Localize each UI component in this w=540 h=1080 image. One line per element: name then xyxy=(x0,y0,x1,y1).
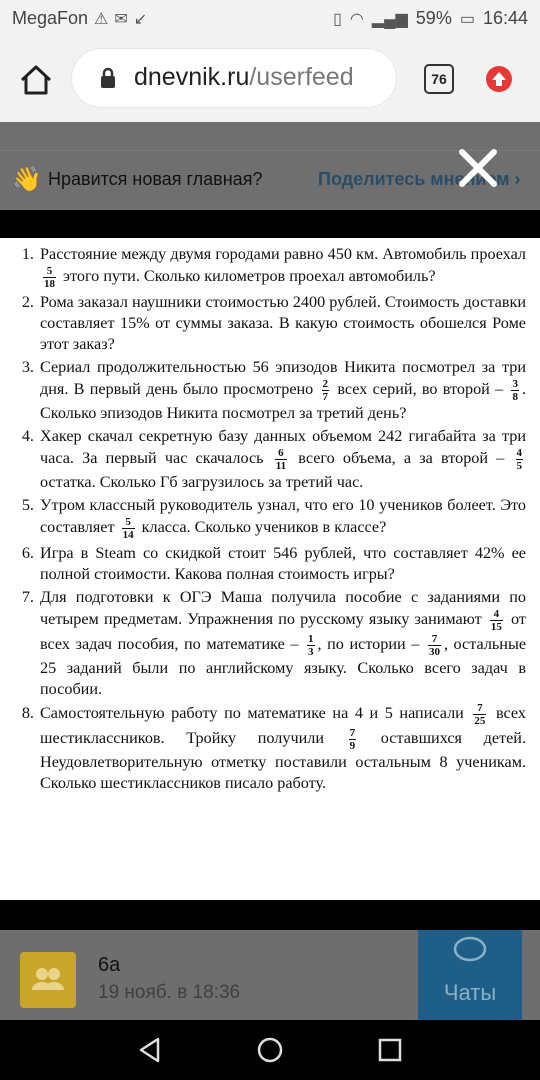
system-nav-bar xyxy=(0,1020,540,1080)
clock: 16:44 xyxy=(482,8,528,28)
fraction: $\frac{5}{18}$ xyxy=(44,265,55,290)
home-nav-icon[interactable] xyxy=(256,1036,284,1064)
task-sheet-image xyxy=(0,238,540,900)
browser-toolbar xyxy=(0,36,540,122)
mail-icon: ✉ xyxy=(114,10,128,28)
signal-icon: ▂▄▆ xyxy=(371,10,408,28)
fraction: $\frac{7}{25}$ xyxy=(474,702,486,727)
feed-time: 19 нояб. в 18:36 xyxy=(98,982,241,1003)
fraction: $\frac{2}{7}$ xyxy=(322,378,329,403)
lightbox-backdrop-bottom xyxy=(0,900,540,930)
task-item: 2. Рома заказал наушники стоимостью 2400 рублей. Стоимость доставки составляет 15% от суммы заказа. В какую стоимость обошелся Роме этот заказ? xyxy=(38,292,526,355)
fraction: $\frac{6}{11}$ xyxy=(275,447,287,472)
task-item: 3. Сериал продолжительностью 56 эпизодов Никита посмотрел за три дня. В первый день было просмотрено $\frac{2}{7}$ всех серий, во второй – $\frac{3}{8}$ . Сколько эпизодов Никита посмотрел за третий день? xyxy=(38,357,526,424)
recents-icon[interactable] xyxy=(376,1036,404,1064)
feed-title: 6а xyxy=(98,954,121,976)
fraction: $\frac{4}{5}$ xyxy=(516,447,522,472)
lock-icon xyxy=(100,67,116,89)
tab-count-button[interactable]: 76 xyxy=(424,64,454,94)
wifi-icon: ◠ xyxy=(349,10,364,28)
fraction: $\frac{1}{3}$ xyxy=(308,633,314,658)
fraction: $\frac{5}{14}$ xyxy=(122,516,134,541)
fraction: $\frac{7}{9}$ xyxy=(349,727,356,752)
url-text xyxy=(134,63,354,92)
upload-icon[interactable] xyxy=(486,66,512,92)
chats-label: Чаты xyxy=(443,980,497,1005)
vibrate-icon: ▯ xyxy=(333,10,342,28)
carrier-name: MegaFon xyxy=(12,8,89,28)
warning-icon: ⚠ xyxy=(94,10,109,28)
task-item: 5. Утром классный руководитель узнал, что его 10 учеников болеет. Это составляет $\frac{5}{14}$ класса. Сколько учеников в классе? xyxy=(38,495,526,541)
chats-button[interactable] xyxy=(418,930,522,1020)
task-item: 6. Игра в Steam со скидкой стоит 546 рублей, что составляет 42% ее полной стоимости. Какова полная стоимость игры? xyxy=(38,543,526,585)
battery-icon: ▭ xyxy=(459,10,475,28)
chat-bubble-icon xyxy=(452,936,488,964)
waving-hand-icon: 👋 xyxy=(12,166,42,193)
url-domain: dnevnik.ru xyxy=(134,63,250,91)
address-bar[interactable] xyxy=(72,49,396,107)
close-icon[interactable] xyxy=(456,146,500,190)
group-icon xyxy=(20,952,76,1008)
task-item: 4. Хакер скачал секретную базу данных объемом 242 гигабайта за три часа. За первый час скачалось $\frac{6}{11}$ всего объема, а за второй – $\frac{4}{5}$ остатка. Сколько Гб загрузилось за третий час. xyxy=(38,426,526,493)
task-item: 8. Самостоятельную работу по математике на 4 и 5 написали $\frac{7}{25}$ всех шестиклассников. Тройку получили $\frac{7}{9}$ оставшихся детей. Неудовлетворительную отметку поставили остальным 8 ученикам. Сколько шестиклассников писало работу. xyxy=(38,702,526,794)
status-bar xyxy=(0,0,540,36)
feed-item[interactable] xyxy=(0,930,540,1020)
back-icon[interactable] xyxy=(136,1036,164,1064)
url-path: /userfeed xyxy=(249,63,354,91)
group-avatar xyxy=(20,952,76,1008)
task-item: 7. Для подготовки к ОГЭ Маша получила пособие с заданиями по четырем предметам. Упражнения по русскому языку занимают $\frac{4}{15}$ от всех задач пособия, по математике – $\frac{1}{3}$ , по истории – $\frac{7}{30}$ , остальные 25 заданий были по английскому языку. Сколько всего задач в пособии. xyxy=(38,587,526,700)
fraction: $\frac{3}{8}$ xyxy=(512,378,518,403)
lightbox-backdrop-top xyxy=(0,210,540,238)
battery-percent: 59% xyxy=(415,8,452,28)
feedback-link[interactable]: Поделитесь мнением › xyxy=(318,169,521,189)
missed-call-icon: ↙ xyxy=(133,10,148,28)
fraction: $\frac{4}{15}$ xyxy=(490,608,502,633)
task-item: 1. Расстояние между двумя городами равно 450 км. Автомобиль проехал $\frac{5}{18}$ этого пути. Сколько километров проехал автомобиль? xyxy=(38,244,526,290)
fraction: $\frac{7}{30}$ xyxy=(428,633,440,658)
home-icon[interactable] xyxy=(18,62,54,98)
banner-question: Нравится новая главная? xyxy=(48,169,263,189)
task-list xyxy=(0,238,540,794)
